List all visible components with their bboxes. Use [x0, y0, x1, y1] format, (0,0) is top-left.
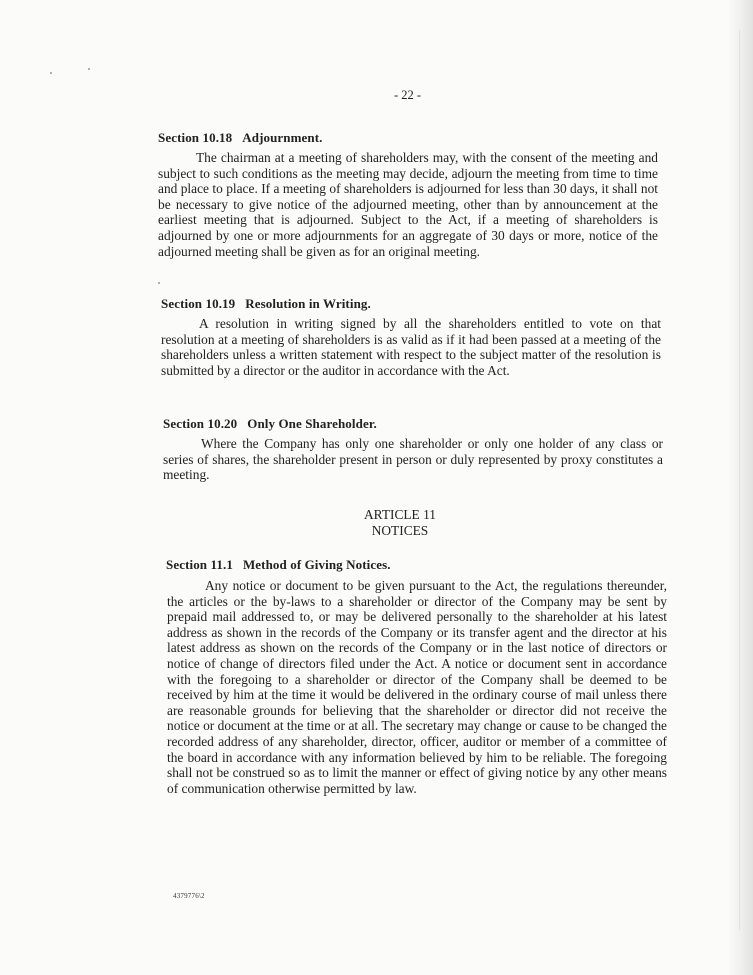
article-number: ARTICLE 11	[364, 507, 436, 522]
section-10-19-heading	[161, 296, 371, 312]
section-number: Section 11.1	[166, 557, 233, 572]
page-number: - 22 -	[394, 88, 422, 102]
section-number: Section 10.19	[161, 296, 236, 311]
section-title: Resolution in Writing.	[245, 296, 371, 311]
section-11-1-body	[167, 578, 667, 796]
section-10-18-body	[158, 150, 658, 259]
section-title: Method of Giving Notices.	[242, 557, 391, 572]
section-11-1-heading	[166, 557, 391, 573]
paragraph: Where the Company has only one shareholder or only one holder of any class or series of shares, the shareholder present in person or duly represented by proxy constitutes a meeting.	[163, 436, 663, 483]
paragraph: The chairman at a meeting of shareholders may, with the consent of the meeting and subject to such conditions as the meeting may decide, adjourn the meeting from time to time and place to place. If a meeting of shareholders is adjourned for less than 30 days, it shall not be necessary to give notice of the adjourned meeting, other than by announcement at the earliest meeting that is adjourned. Subject to the Act, if a meeting of shareholders is adjourned by one or more adjournments for an aggregate of 30 days or more, notice of the adjourned meeting shall be given as for an original meeting.	[158, 150, 658, 259]
paragraph: Any notice or document to be given pursuant to the Act, the regulations thereunder, the articles or the by-laws to a shareholder or director of the Company may be sent by prepaid mail addressed to, or may be delivered personally to the shareholder at his latest address as shown in the records of the Company or its transfer agent and the director at his latest address as shown on the records of the Company or in the last notice of directors or notice of change of directors filed under the Act. A notice or document sent in accordance with the foregoing to a shareholder or director of the Company shall be deemed to be received by him at the time it would be delivered in the ordinary course of mail unless there are reasonable grounds for believing that the shareholder or director did not receive the notice or document at the time or at all. The secretary may change or cause to be changed the recorded address of any shareholder, director, officer, auditor or member of a committee of the board in accordance with any information believed by him to be reliable. The foregoing shall not be construed so as to limit the manner or effect of giving notice by any other means of communication otherwise permitted by law.	[167, 578, 667, 796]
section-10-18-heading	[158, 130, 323, 146]
section-title: Adjournment.	[242, 130, 323, 145]
article-title: NOTICES	[371, 523, 429, 538]
document-id-footer: 4379776\2	[173, 892, 205, 900]
scan-edge-line	[739, 30, 740, 930]
paragraph: A resolution in writing signed by all the shareholders entitled to vote on that resolution at a meeting of shareholders is as valid as if it had been passed at a meeting of the shareholders unless a written statement with respect to the subject matter of the resolution is submitted by a director or the auditor in accordance with the Act.	[161, 316, 661, 378]
scan-speck	[88, 68, 90, 70]
section-number: Section 10.18	[158, 130, 233, 145]
section-number: Section 10.20	[163, 416, 238, 431]
section-10-19-body	[161, 316, 661, 378]
scan-speck	[50, 72, 52, 74]
scan-speck	[158, 282, 160, 284]
section-10-20-heading	[163, 416, 377, 432]
section-title: Only One Shareholder.	[247, 416, 377, 431]
scan-edge-shadow	[727, 0, 753, 975]
section-10-20-body	[163, 436, 663, 483]
article-heading	[300, 507, 500, 539]
